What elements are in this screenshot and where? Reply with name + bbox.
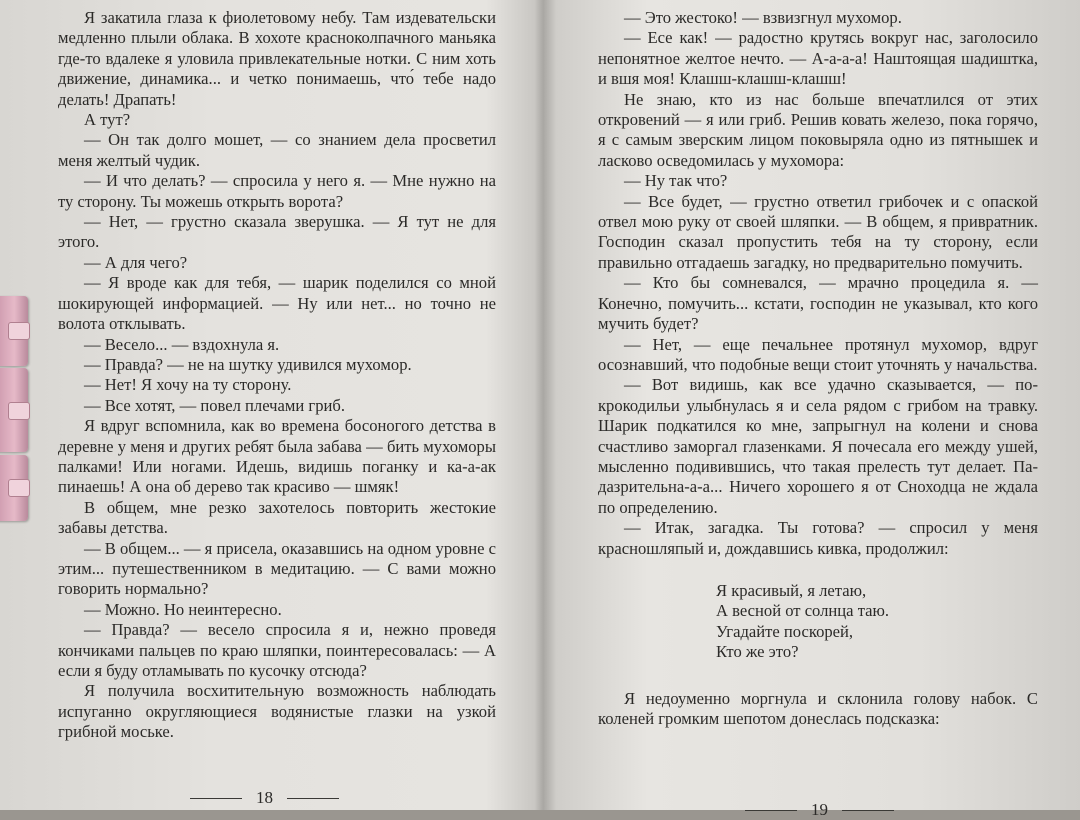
paragraph: — Это жестоко! — взвизгнул мухомор. [624,8,902,27]
binder-clip [0,296,28,366]
paragraph: — Я вроде как для тебя, — шарик поделился со мной шокирующей информацией. — Ну или нет... но точно не волота отклывать. [58,273,496,334]
paragraph: — И что делать? — спросила у него я. — Мне нужно на ту сторону. Ты можешь открыть ворота? [58,171,496,211]
left-page-text [58,8,496,743]
right-page-text [598,8,1038,729]
poem-line: Я красивый, я летаю, [716,580,867,600]
page-number-right [745,800,894,820]
paragraph: Не знаю, кто из нас больше впечатлился от этих откровений — я или гриб. Решив ковать железо, пока горячо, я с самым зверским лицом поковыряла одно из пятнышек и ласково осведомилась у мухомора: [598,89,1038,170]
paragraph: — Можно. Но неинтересно. [84,599,282,619]
paragraph: — Вот видишь, как все удачно сказывается, — по-крокодильи улыбнулась я и села рядом с грибом на травку. Шарик подкатился ко мне, запрыгнул на колени и снова счастливо заморгал глазенками. Я почесала его между ушей, мысленно подивившись, что такая прелесть тут делает. Па-дазрительна-а-а... Ничего хорошего я от Сноходца не ждала по определению. [598,375,1038,517]
paragraph: — А для чего? [84,252,188,272]
paragraph: — В общем... — я присела, оказавшись на одном уровне с этим... путешественником в медитацию. — С вами можно говорить нормально? [58,538,497,599]
paragraph: В общем, мне резко захотелось повторить жестокие забавы детства. [58,497,496,538]
paragraph: — Весело... — вздохнула я. [84,334,280,354]
paragraph: — Все будет, — грустно ответил грибочек и с опаской отвел мою руку от своей шляпки. — В общем, я привратник. Господин сказал пропустить тебя на ту сторону, если правильно отгадаешь загадку, но предварительно помучить. [598,191,1038,272]
poem-line: Кто же это? [716,642,799,662]
paragraph: — Итак, загадка. Ты готова? — спросил у меня красношляпый и, дождавшись кивка, продолжил: [598,518,1038,558]
rule-line [190,798,242,799]
binder-clip [0,368,28,452]
paragraph: Я получила восхитительную возможность наблюдать испуганно округляющиеся водянистые глазки на узкой грибной моське. [58,681,496,742]
rule-line [287,798,339,799]
poem-line: А весной от солнца таю. [716,601,890,621]
paragraph: Я вдруг вспомнила, как во времена босоногого детства в деревне у меня и других ребят была забава — бить мухоморы палками! Или ногами. Идешь, видишь поганку и ка-а-ак пинаешь! А она об дерево так красиво — шмяк! [58,416,496,497]
paragraph: — Нет! Я хочу на ту сторону. [84,375,292,395]
binder-clip-knob [8,479,30,497]
paragraph: Я закатила глаза к фиолетовому небу. Там издевательски медленно плыли облака. В хохоте красноколпачного маньяка где-то вдалеке я уловила привлекательные нотки. С ним хоть движение, динамика... и четко понимаешь, что́ тебе надо делать! Драпать! [58,8,496,109]
binder-clip-knob [8,402,30,420]
paragraph: — Нет, — грустно сказала зверушка. — Я тут не для этого. [58,212,496,252]
binder-clip-knob [8,322,30,340]
page-number: 19 [811,800,828,819]
paragraph: — Он так долго мошет, — со знанием дела просветил меня желтый чудик. [58,130,496,170]
paragraph: — Есе как! — радостно крутясь вокруг нас, заголосило непонятное желтое нечто. — А-а-а-а! Наштоящая шадиштка, и вшя моя! Клашш-клашш-клашш! [598,28,1038,89]
paragraph: Я недоуменно моргнула и склонила голову набок. С коленей громким шепотом донеслась подсказка: [598,688,1038,728]
paragraph: — Правда? — не на шутку удивился мухомор. [84,354,412,374]
paragraph: — Все хотят, — повел плечами гриб. [84,395,345,415]
page-number-left [190,788,339,808]
binder-clip [0,455,28,521]
paragraph: А тут? [84,110,131,130]
paragraph: — Кто бы сомневался, — мрачно процедила я. — Конечно, помучить... кстати, господин не указывал, кто кого мучить будет? [598,273,1038,334]
paragraph: — Ну так что? [624,171,728,191]
paragraph: — Правда? — весело спросила я и, нежно проведя кончиками пальцев по краю шляпки, поинтересовалась: — А если я буду отламывать по кусочку отсюда? [58,620,496,680]
poem-line: Угадайте поскорей, [716,621,854,641]
paragraph: — Нет, — еще печальнее протянул мухомор, вдруг осознавший, что подобные вещи стоит уточнять у начальства. [598,334,1038,374]
page-number: 18 [256,788,273,807]
riddle-poem [598,581,1038,663]
